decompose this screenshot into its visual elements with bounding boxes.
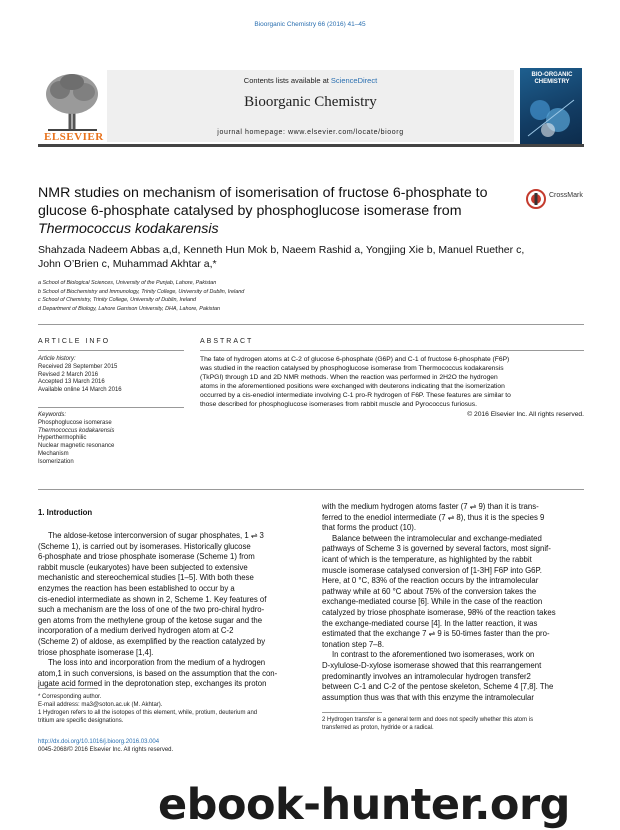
crossmark-icon[interactable] bbox=[526, 189, 546, 209]
running-head[interactable]: Bioorganic Chemistry 66 (2016) 41–45 bbox=[254, 21, 366, 28]
article-title bbox=[38, 184, 518, 238]
keywords-label: Keywords: bbox=[38, 412, 67, 418]
footnote: * Corresponding author. bbox=[38, 694, 102, 700]
footnote: E-mail address: ma3@soton.ac.uk (M. Akhtar). bbox=[38, 702, 163, 708]
body-line: The aldose-ketose interconversion of sugar phosphates, 1 ⇌ 3 bbox=[48, 531, 264, 540]
publisher-logo-text: ELSEVIER bbox=[44, 131, 104, 143]
body-line: pathways of Scheme 3 is governed by several factors, most signif- bbox=[322, 544, 551, 554]
body-line: catalyzed by triose phosphate isomerase, 98% of the reaction takes bbox=[322, 607, 556, 617]
elsevier-tree-logo bbox=[40, 70, 105, 132]
body-line: tonation step 7–8. bbox=[322, 639, 384, 649]
contents-line bbox=[107, 76, 514, 85]
affiliation-c: c School of Chemistry, Trinity College, University of Dublin, Ireland bbox=[38, 297, 196, 303]
history-revised: Revised 2 March 2016 bbox=[38, 371, 99, 378]
watermark: ebook-hunter.org bbox=[158, 780, 570, 830]
contents-prefix: Contents lists available at bbox=[243, 76, 329, 85]
body-line: triose phosphate isomerase [1,4]. bbox=[38, 647, 154, 657]
copyright: © 2016 Elsevier Inc. All rights reserved. bbox=[467, 410, 584, 418]
abstract-line: The fate of hydrogen atoms at C-2 of glucose 6-phosphate (G6P) and C-1 of fructose 6-phosphate (F6P) bbox=[200, 356, 510, 363]
affiliation-b: b School of Biochemistry and Immunology, Trinity College, University of Dublin, Ireland bbox=[38, 288, 245, 295]
title-line-2: glucose 6-phosphate catalysed by phosphoglucose isomerase from bbox=[38, 203, 462, 219]
journal-name: Bioorganic Chemistry bbox=[244, 94, 377, 110]
article-history bbox=[38, 356, 188, 395]
abstract-line: those described for phosphoglucose isomerases from rabbit muscle and Pyrococcus furiosus. bbox=[200, 401, 477, 409]
title-line-1: NMR studies on mechanism of isomerisation of fructose 6-phosphate to bbox=[38, 185, 488, 201]
abstract-heading: ABSTRACT bbox=[200, 338, 254, 345]
abstract-line: atoms in the aforementioned positions were exchanged with deuterons indicating that the isomerization bbox=[200, 383, 505, 391]
body-line: assumption thus was that with this enzyme the intramolecular bbox=[322, 692, 534, 702]
footnote-rule bbox=[322, 712, 382, 713]
abstract-line: (TkPGI) through 1D and 2D NMR methods. When the reaction was performed in 2H2O the hydrogen bbox=[200, 374, 498, 382]
affiliation-a: a School of Biological Sciences, University of the Punjab, Lahore, Pakistan bbox=[38, 280, 217, 286]
divider bbox=[38, 324, 584, 325]
body-line: cis-enediol intermediate as shown in 2, Scheme 1. Key features of bbox=[38, 594, 267, 604]
body-line: incorporation of a medium derived hydrogen atom at C-2 bbox=[38, 626, 234, 636]
authors-line-2: John O’Brien c, Muhammad Akhtar a,* bbox=[38, 258, 217, 270]
body-line: muscle isomerase catalysed conversion of [1-3H] F6P into G6P. bbox=[322, 565, 542, 575]
cover-artwork bbox=[524, 92, 578, 140]
keyword: Isomerization bbox=[38, 458, 74, 465]
abstract-line: occurred by a cis-enediol intermediate involving C-1 pro-R hydrogen of F6P. These features are similar to bbox=[200, 392, 511, 400]
history-received: Received 28 September 2015 bbox=[38, 363, 118, 370]
body-line: exchange-mediated course [6]. While in the case of the reaction bbox=[322, 597, 543, 607]
intro-left-column bbox=[38, 531, 306, 690]
keyword: Mechanism bbox=[38, 450, 69, 457]
body-line: 6-phosphate and triose phosphate isomerase (Scheme 1) from bbox=[38, 552, 255, 562]
body-line: that forms the product (10). bbox=[322, 523, 417, 533]
history-accepted: Accepted 13 March 2016 bbox=[38, 379, 105, 386]
affiliation-d: d Department of Biology, Lahore Garrison University, DHA, Lahore, Pakistan bbox=[38, 305, 220, 312]
body-line: (Scheme 2) of aldose, as exemplified by the reaction catalyzed by bbox=[38, 636, 266, 646]
author-list bbox=[38, 243, 584, 271]
intro-right-column bbox=[322, 502, 584, 703]
keywords bbox=[38, 412, 188, 467]
sciencedirect-link[interactable]: ScienceDirect bbox=[330, 76, 378, 85]
divider bbox=[38, 407, 184, 408]
footnote-rule bbox=[38, 688, 98, 689]
body-line: Balance between the intramolecular and exchange-mediated bbox=[332, 533, 542, 543]
divider bbox=[200, 350, 584, 351]
history-online: Available online 14 March 2016 bbox=[38, 387, 122, 394]
body-line: atom,1 in such conversions, is based on the assumption that the con- bbox=[38, 668, 278, 678]
body-line: In contrast to the aforementioned two isomerases, work on bbox=[332, 650, 535, 660]
cover-title: BIO-ORGANIC CHEMISTRY bbox=[531, 72, 573, 85]
body-line: Here, at 0 °C, 83% of the reaction occurs by the intramolecular bbox=[322, 576, 539, 586]
history-label: Article history: bbox=[38, 356, 76, 362]
footnote: tritium are specific designations. bbox=[38, 718, 124, 724]
doi-link[interactable]: http://dx.doi.org/10.1016/j.bioorg.2016.03.004 bbox=[38, 739, 160, 745]
body-line: mechanistic and stereochemical studies [1–5]. With both these bbox=[38, 573, 254, 583]
body-line: (Scheme 1), is carried out by isomerases. Historically glucose bbox=[38, 541, 251, 551]
crossmark-label[interactable]: CrossMark bbox=[549, 192, 583, 199]
doi-block bbox=[38, 738, 306, 754]
body-line: The loss into and incorporation from the medium of a hydrogen bbox=[48, 658, 266, 668]
body-line: D-xylulose-D-xylose isomerase showed that this rearrangement bbox=[322, 660, 542, 670]
body-line: gen atoms from the methylene group of the ketose sugar and the bbox=[38, 615, 263, 625]
body-line: pathway while at 60 °C about 75% of the conversion takes the bbox=[322, 586, 537, 596]
footnote: 1 Hydrogen refers to all the isotopes of this element, while, protium, deuterium and bbox=[38, 710, 258, 716]
footnote: transferred as proton, hydride or a radical. bbox=[322, 725, 434, 731]
divider bbox=[38, 350, 184, 351]
footnotes-right bbox=[322, 716, 584, 732]
authors-line-1: Shahzada Nadeem Abbas a,d, Kenneth Hun Mok b, Naeem Rashid a, Yongjing Xie b, Manuel Ruether c, bbox=[38, 244, 525, 256]
body-line: jugate acid formed in the deprotonation step, exchanges its proton bbox=[38, 679, 267, 689]
keyword: Phosphoglucose isomerase bbox=[38, 419, 112, 426]
body-line: the exchange-mediated course [4]. In the latter reaction, it was bbox=[322, 618, 538, 628]
body-line: enzymes the reaction has been established to occur by a bbox=[38, 583, 235, 593]
body-line: ferred to the enediol intermediate (7 ⇌ 8), thus it is the species 9 bbox=[322, 512, 545, 522]
body-line: estimated that the exchange 7 ⇌ 9 is 50-times faster than the pro- bbox=[322, 629, 550, 639]
keyword: Hyperthermophilic bbox=[38, 435, 87, 442]
article-info-heading: ARTICLE INFO bbox=[38, 338, 111, 345]
journal-homepage[interactable]: journal homepage: www.elsevier.com/locate/bioorg bbox=[217, 129, 404, 136]
body-line: with the medium hydrogen atoms faster (7 ⇌ 9) than it is trans- bbox=[322, 502, 539, 511]
title-line-3: Thermococcus kodakarensis bbox=[38, 221, 219, 237]
section-heading: 1. Introduction bbox=[38, 508, 93, 517]
abstract-line: was studied in the reaction catalysed by phosphoglucose isomerase from Thermococcus kodakarensis bbox=[200, 365, 504, 373]
footnotes-left bbox=[38, 693, 306, 725]
affiliations bbox=[38, 279, 584, 313]
masthead-rule bbox=[38, 144, 584, 147]
abstract-text bbox=[200, 355, 584, 419]
body-line: icant of which is the temperature, as highlighted by the rabbit bbox=[322, 554, 532, 564]
body-line: predominantly involves an intramolecular hydrogen transfer2 bbox=[322, 671, 531, 681]
body-line: such a mechanism are the loss of one of the two pro-chiral hydro- bbox=[38, 605, 265, 615]
body-line: between C-1 and C-2 of the pentose skeleton, Scheme 4 [7,8]. The bbox=[322, 682, 554, 692]
keyword: Nuclear magnetic resonance bbox=[38, 443, 115, 450]
issn-line: 0045-2068/© 2016 Elsevier Inc. All rights reserved. bbox=[38, 747, 174, 753]
body-line: rabbit muscle (eukaryotes) have been subjected to extensive bbox=[38, 562, 248, 572]
footnote: 2 Hydrogen transfer is a general term and does not specify whether this atom is bbox=[322, 717, 534, 723]
divider bbox=[38, 489, 584, 490]
keyword: Thermococcus kodakarensis bbox=[38, 427, 115, 434]
